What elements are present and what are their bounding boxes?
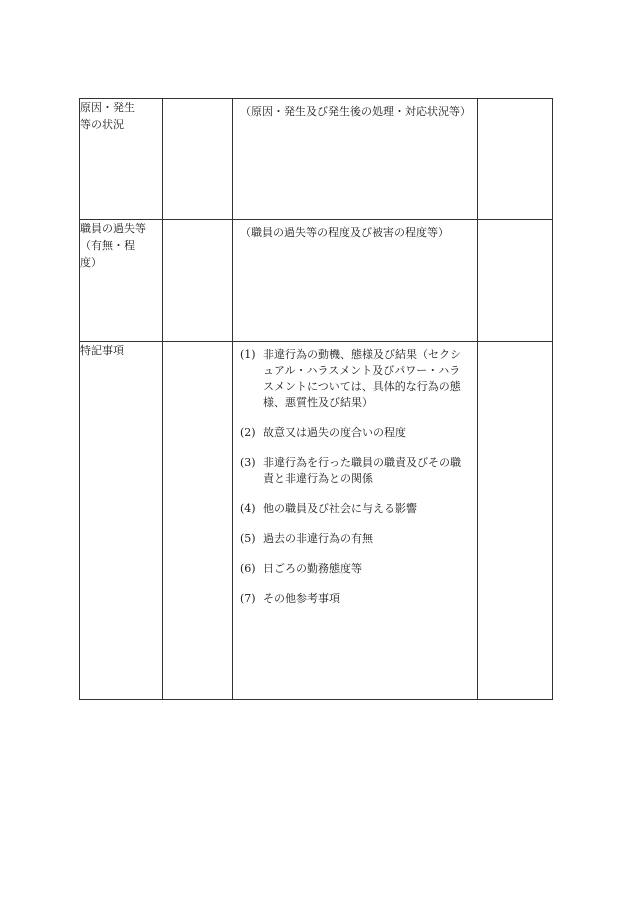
list-item xyxy=(240,501,469,517)
label-line: 原因・発生 xyxy=(80,101,135,114)
blank-cell xyxy=(163,220,233,342)
table-row xyxy=(80,342,553,700)
label-line: 度） xyxy=(80,256,102,269)
item-text: 日ごろの勤務態度等 xyxy=(263,562,362,575)
item-text: 非違行為の動機、態様及び結果（セクシュアル・ハラスメント及びパワー・ハラスメントについては、具体的な行為の態様、悪質性及び結果） xyxy=(263,348,461,409)
blank-cell xyxy=(163,342,233,700)
content-cell-cause-status xyxy=(233,99,478,220)
item-number: (7) xyxy=(240,592,256,605)
table-row xyxy=(80,220,553,342)
special-notes-list xyxy=(240,347,469,607)
label-line: 等の状況 xyxy=(80,118,124,131)
item-number: (6) xyxy=(240,562,256,575)
item-number: (4) xyxy=(240,502,256,515)
cause-status-note: （原因・発生及び発生後の処理・対応状況等） xyxy=(240,105,471,118)
item-text: その他参考事項 xyxy=(263,592,340,605)
table-row xyxy=(80,99,553,220)
blank-cell xyxy=(478,220,553,342)
blank-cell xyxy=(478,99,553,220)
row-label-special-notes xyxy=(80,342,163,700)
label-line: （有無・程 xyxy=(80,239,135,252)
blank-cell xyxy=(163,99,233,220)
item-text: 故意又は過失の度合いの程度 xyxy=(263,426,406,439)
item-text: 非違行為を行った職員の職責及びその職責と非違行為との関係 xyxy=(263,456,461,485)
content-cell-negligence xyxy=(233,220,478,342)
row-label-negligence xyxy=(80,220,163,342)
label-line: 職員の過失等 xyxy=(80,222,146,235)
list-item xyxy=(240,591,469,607)
list-item xyxy=(240,455,469,487)
blank-cell xyxy=(478,342,553,700)
item-number: (5) xyxy=(240,532,256,545)
label-line: 特記事項 xyxy=(80,344,124,357)
list-item xyxy=(240,347,469,411)
list-item xyxy=(240,561,469,577)
content-cell-special-notes xyxy=(233,342,478,700)
item-number: (3) xyxy=(240,456,256,469)
item-text: 他の職員及び社会に与える影響 xyxy=(263,502,417,515)
list-item xyxy=(240,531,469,547)
item-text: 過去の非違行為の有無 xyxy=(263,532,373,545)
list-item xyxy=(240,425,469,441)
item-number: (1) xyxy=(240,348,256,361)
negligence-note: （職員の過失等の程度及び被害の程度等） xyxy=(240,226,449,239)
item-number: (2) xyxy=(240,426,256,439)
row-label-cause-status xyxy=(80,99,163,220)
incident-report-table xyxy=(79,98,553,700)
